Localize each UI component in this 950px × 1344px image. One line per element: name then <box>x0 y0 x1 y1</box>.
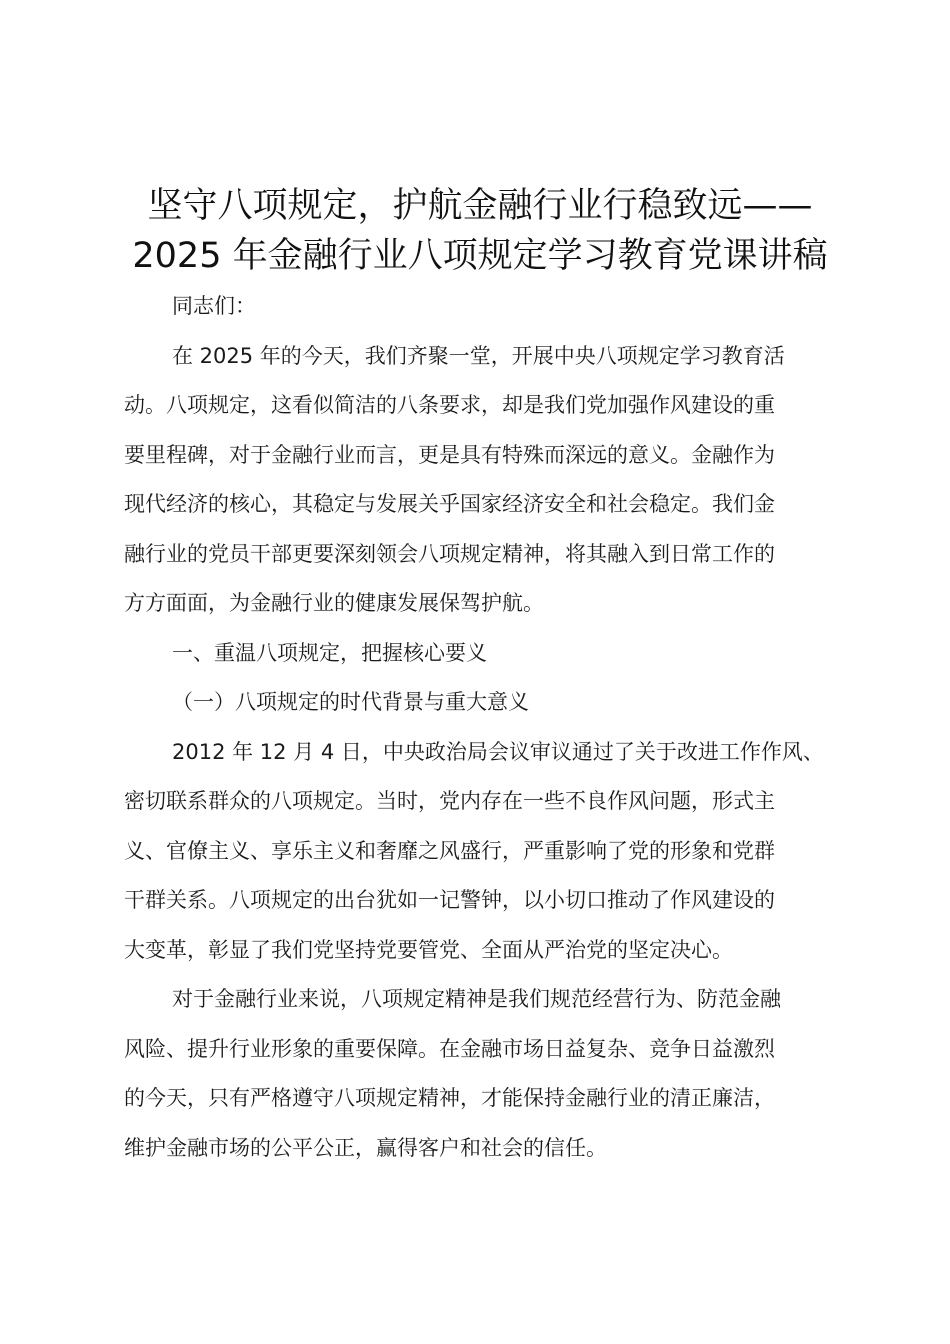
paragraph-line: 的今天，只有严格遵守八项规定精神，才能保持金融行业的清正廉洁， <box>124 1086 775 1110</box>
paragraph-background <box>124 728 834 976</box>
section-heading: 一、重温八项规定，把握核心要义 <box>172 640 487 665</box>
paragraph-line: 风险、提升行业形象的重要保障。在金融市场日益复杂、竞争日益激烈 <box>124 1036 775 1061</box>
paragraph-line: 要里程碑，对于金融行业而言，更是具有特殊而深远的意义。金融作为 <box>124 442 775 467</box>
document-title-line-1: 坚守八项规定，护航金融行业行稳致远—— <box>147 186 813 226</box>
paragraph-line: 方方面面，为金融行业的健康发展保驾护航。 <box>124 591 544 615</box>
paragraph-line: 干群关系。八项规定的出台犹如一记警钟，以小切口推动了作风建设的 <box>124 888 775 912</box>
paragraph-line: 在 2025 年的今天，我们齐聚一堂，开展中央八项规定学习教育活 <box>172 343 785 368</box>
paragraph-finance-significance <box>124 975 834 1173</box>
paragraph-line: 融行业的党员干部更要深刻领会八项规定精神，将其融入到日常工作的 <box>124 541 775 566</box>
paragraph-line: 现代经济的核心，其稳定与发展关乎国家经济安全和社会稳定。我们金 <box>124 492 775 516</box>
paragraph-line: 密切联系群众的八项规定。当时，党内存在一些不良作风问题，形式主 <box>124 789 775 813</box>
paragraph-line: 动。八项规定，这看似简洁的八条要求，却是我们党加强作风建设的重 <box>124 393 775 417</box>
paragraph-line: 2012 年 12 月 4 日，中央政治局会议审议通过了关于改进工作作风、 <box>172 739 824 764</box>
paragraph-line: 对于金融行业来说，八项规定精神是我们规范经营行为、防范金融 <box>172 987 781 1011</box>
paragraph-line: 维护金融市场的公平公正，赢得客户和社会的信任。 <box>124 1135 607 1160</box>
document-body <box>124 282 834 1173</box>
paragraph-intro <box>124 332 834 629</box>
document-title-line-2: 2025 年金融行业八项规定学习教育党课讲稿 <box>132 236 828 276</box>
subsection-heading: （一）八项规定的时代背景与重大意义 <box>172 690 529 714</box>
paragraph-line: 大变革，彰显了我们党坚持党要管党、全面从严治党的坚定决心。 <box>124 937 733 962</box>
paragraph-line: 义、官僚主义、享乐主义和奢靡之风盛行，严重影响了党的形象和党群 <box>124 838 775 863</box>
salutation: 同志们： <box>172 294 256 318</box>
